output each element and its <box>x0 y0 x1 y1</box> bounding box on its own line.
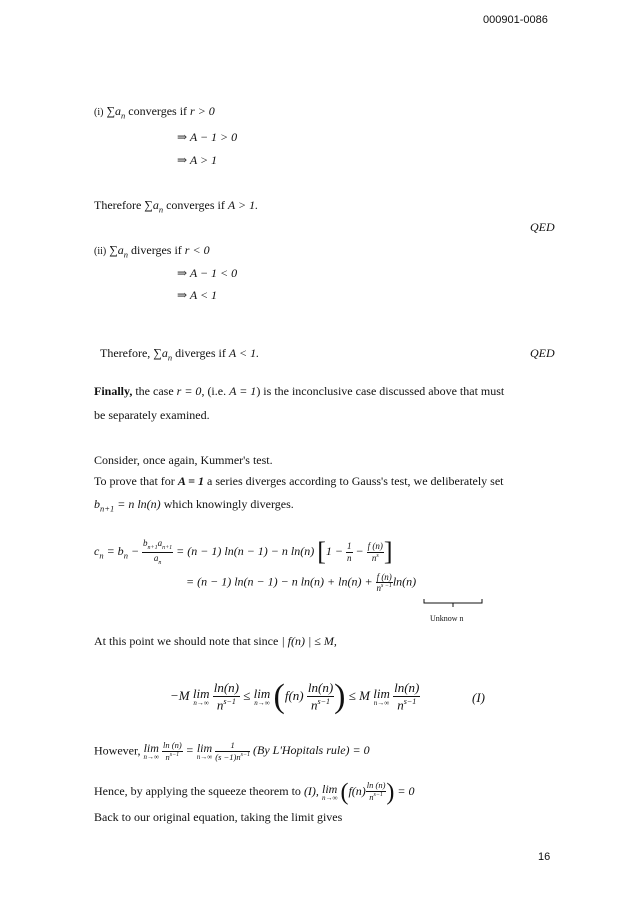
case-ii-line <box>94 243 210 259</box>
however-line <box>94 741 370 762</box>
however-text: However, <box>94 743 141 758</box>
however-lim2: lim n→∞ <box>196 741 213 762</box>
case-i-step2: ⇒ A > 1 <box>177 153 218 167</box>
finally-m1: r = 0 <box>176 384 202 398</box>
eq1-f1-num: 1 <box>347 541 352 552</box>
eq3-paren-close: ) <box>334 678 346 715</box>
equation-cn <box>94 538 393 566</box>
underbrace-unknown <box>423 598 483 610</box>
eq1-minus2: − <box>352 543 367 558</box>
eq3-lim3: lim n→∞ <box>373 686 390 707</box>
qed-2: QED <box>530 346 555 360</box>
case-i-text: converges if <box>128 104 188 118</box>
eq2-f-den-sup: s −1 <box>380 583 392 590</box>
eq1-fraction <box>142 538 173 566</box>
eq3-leq2: ≤ M <box>348 687 374 703</box>
therefore-i-line <box>94 198 258 214</box>
consider-line: Consider, once again, Kummer's test. <box>94 453 273 467</box>
hence-m: (I), <box>303 783 319 798</box>
eq1-frac-den-sub: n <box>158 559 162 566</box>
eq1-frac-den: a <box>153 552 159 563</box>
however-rule: (By L'Hopitals rule) = 0 <box>250 743 370 758</box>
eq1-frac-num-a: a <box>157 538 163 548</box>
eq1-f2-den: n <box>371 552 377 563</box>
prove-line1 <box>94 474 504 489</box>
finally-m2: A = 1 <box>229 384 257 398</box>
therefore-i-prefix: Therefore <box>94 198 142 212</box>
eq2-text: = (n − 1) ln(n − 1) − n ln(n) + ln(n) + <box>186 574 376 589</box>
finally-text3: ) is the inconclusive case discussed above that must <box>256 384 505 398</box>
case-i-sum-sub: n <box>121 110 126 121</box>
eq3-paren-open: ( <box>273 678 285 715</box>
hence-lim: lim n→∞ <box>321 781 338 802</box>
prove-m-rest: = n ln(n) <box>114 497 161 511</box>
case-ii-label: (ii) <box>94 246 107 257</box>
therefore-i-sum-sub: n <box>158 204 164 215</box>
equation-squeeze-bounds <box>170 680 420 714</box>
prove-text3: which knowingly diverges. <box>160 497 294 511</box>
therefore-ii-sum: ∑a <box>153 346 168 360</box>
eq3-lim2: lim n→∞ <box>253 686 271 707</box>
eq1-bracket-open: [ <box>317 537 326 567</box>
eq1-lhs-sub: n <box>99 550 104 561</box>
prove-text1: To prove that for <box>94 474 178 488</box>
eq3-frac2: $\frac{\ln(n)}{n^{s-1}}$ <box>307 679 334 713</box>
prove-text2: a series diverges according to Gauss's test, we deliberately set <box>204 474 504 488</box>
eq3-neg-m: −M <box>170 687 190 703</box>
eq2-tail: ln(n) <box>392 574 417 589</box>
note-m: | f(n) | ≤ M, <box>281 634 337 648</box>
eq1-bracket-close: ] <box>383 537 393 567</box>
case-i-sum: ∑a <box>106 104 122 118</box>
eq1-one-minus: 1 − <box>325 543 346 558</box>
finally-text2: , (i.e. <box>201 384 230 398</box>
however-eq: = <box>182 743 197 758</box>
therefore-i-cond: A > 1. <box>227 198 259 212</box>
eq1-f2-num: f (n) <box>367 541 383 552</box>
therefore-ii-sum-sub: n <box>167 352 173 363</box>
eq1-rhs: = (n − 1) ln(n − 1) − n ln(n) <box>176 543 315 558</box>
therefore-i-text: converges if <box>166 198 225 212</box>
hence-tail: = 0 <box>394 783 415 798</box>
eq1-eq-b-sub: n <box>123 550 128 561</box>
therefore-ii-prefix: Therefore, <box>100 346 151 360</box>
prove-b: b <box>94 497 100 511</box>
case-ii-step2: ⇒ A < 1 <box>177 288 218 302</box>
eq3-frac3: $\frac{\ln(n)}{n^{s-1}}$ <box>394 679 420 713</box>
eq1-eq-b: = b <box>103 543 124 558</box>
hence-line <box>94 780 415 804</box>
hence-fn: f(n) <box>348 783 366 798</box>
finally-text1: the case <box>132 384 177 398</box>
however-lim1: lim n→∞ <box>143 741 159 762</box>
eq1-frac-num-sub1: n+1 <box>147 544 158 551</box>
case-ii-step1: ⇒ A − 1 < 0 <box>177 266 238 280</box>
eq3-frac1: $\frac{\ln(n)}{n^{s-1}}$ <box>213 679 240 713</box>
eq3-fn: f(n) <box>284 687 304 703</box>
eq1-frac-num: b <box>143 538 148 548</box>
case-ii-text: diverges if <box>131 243 182 257</box>
eq1-lhs: c <box>94 543 100 558</box>
back-line: Back to our original equation, taking the limit gives <box>94 810 343 824</box>
eq1-f1-den: n <box>347 552 352 563</box>
eq1-minus: − <box>127 543 143 558</box>
finally-paragraph-line2: be separately examined. <box>94 408 210 422</box>
case-ii-sum-sub: n <box>123 249 129 260</box>
case-i-line <box>94 104 215 120</box>
case-i-step1: ⇒ A − 1 > 0 <box>177 130 238 144</box>
qed-1: QED <box>530 220 555 234</box>
unknown-label: Unknow n <box>430 614 464 623</box>
hence-frac: $\frac{\ln (n)}{n^{s-1}}$ <box>366 780 386 802</box>
equation-cn-continued <box>186 572 416 594</box>
hence-paren-close: ) <box>386 779 395 805</box>
case-ii-cond: r < 0 <box>184 243 210 257</box>
therefore-i-sum: ∑a <box>144 198 159 212</box>
eq3-leq1: ≤ <box>243 687 254 703</box>
therefore-ii-line <box>100 346 259 362</box>
prove-bold-m: A = 1 <box>177 474 204 488</box>
hence-text: Hence, by applying the squeeze theorem to <box>94 783 304 798</box>
eq2-f-den: n <box>376 583 381 594</box>
equation-tag-I: (I) <box>472 690 485 705</box>
document-id: 000901-0086 <box>483 14 548 26</box>
finally-bold: Finally, <box>94 384 133 398</box>
hence-paren-open: ( <box>340 779 349 805</box>
eq3-lim1: lim n→∞ <box>192 686 210 707</box>
prove-line2 <box>94 497 294 513</box>
finally-paragraph-line1 <box>94 384 504 399</box>
case-i-cond: r > 0 <box>190 104 215 118</box>
therefore-ii-cond: A < 1. <box>228 346 260 360</box>
case-i-label: (i) <box>94 107 104 118</box>
note-text: At this point we should note that since <box>94 634 282 648</box>
note-line <box>94 634 337 649</box>
however-frac1: $\frac{\ln (n)}{n^{s-1}}$ <box>163 740 182 762</box>
case-ii-sum: ∑a <box>109 243 124 257</box>
however-frac2: $\frac{1}{(s -1)n^{s-1}}$ <box>215 740 250 762</box>
eq1-frac-num-sub2: n+1 <box>162 544 173 551</box>
eq2-fraction <box>376 572 393 594</box>
therefore-ii-text: diverges if <box>175 346 226 360</box>
eq2-f-num: f (n) <box>376 572 392 582</box>
page-number: 16 <box>538 851 551 863</box>
eq1-frac-f-over-ns <box>367 541 384 563</box>
prove-b-sub: n+1 <box>100 503 115 514</box>
eq1-f2-den-sup: s <box>376 552 379 559</box>
